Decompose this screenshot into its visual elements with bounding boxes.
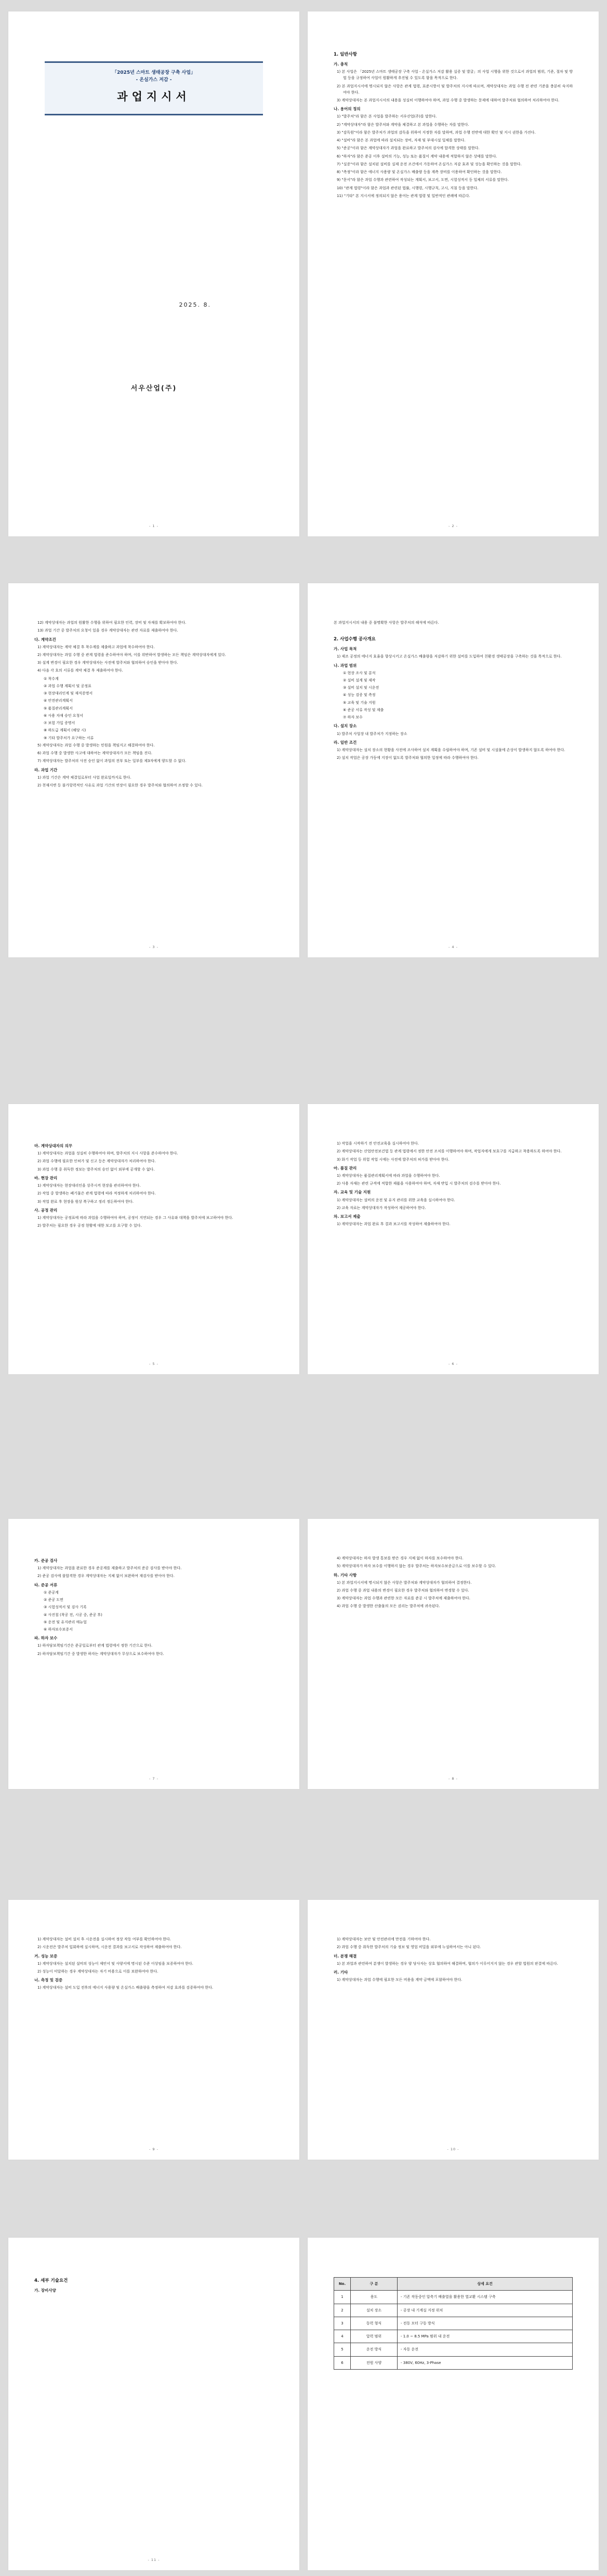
doc-page — [8, 583, 299, 957]
page-row-4 — [8, 1519, 599, 1789]
list-item: 3) 화기 작업 등 위험 작업 시에는 사전에 발주처의 허가를 받아야 한다. — [337, 1157, 450, 1162]
sub-list-item: ① 준공계 — [44, 1590, 59, 1595]
list-item: 3) 작업 완료 후 현장을 원상 복구하고 정리 정돈하여야 한다. — [37, 1199, 134, 1204]
subsection-title: 아. 품질 관리 — [334, 1165, 357, 1171]
list-item: 12) 계약상대자는 과업의 원활한 수행을 위하여 필요한 인력, 장비 및 자재를 확보하여야 한다. — [37, 621, 187, 625]
doc-page — [8, 1519, 299, 1789]
doc-page — [308, 583, 599, 957]
subsection-title: 더. 분쟁 해결 — [334, 1953, 357, 1959]
list-item: 2) 설치 작업은 공장 가동에 지장이 없도록 발주처와 협의한 일정에 따라 수행하여야 한다. — [337, 756, 479, 760]
table-row — [334, 2343, 573, 2356]
subsection-title: 다. 계약조건 — [34, 637, 56, 642]
page-number: - 10 - — [447, 2147, 459, 2151]
list-item: 1) 계약상대자는 계약 체결 후 착수계를 제출하고 과업에 착수하여야 한다. — [37, 645, 155, 649]
subsection-title: 러. 기타 — [334, 1969, 348, 1975]
doc-page — [308, 11, 599, 536]
list-item: 5) 계약상대자가 하자 보수를 이행하지 않는 경우 발주처는 하자보수보증금으로 이를 보수할 수 있다. — [337, 1564, 496, 1569]
page-number: - 5 - — [149, 1361, 159, 1366]
sub-list-item: ⑤ 운전 및 유지관리 매뉴얼 — [44, 1620, 87, 1624]
list-item: 11) "기타" 본 지시서에 정의되지 않은 용어는 관계 법령 및 일반적인 관례에 따른다. — [337, 193, 470, 198]
list-item: 2) 사용 자재는 관련 규격에 적합한 제품을 사용하여야 하며, 자재 반입 시 발주처의 검수를 받아야 한다. — [337, 1181, 501, 1186]
section-title: 4. 세부 기술요건 — [34, 2278, 68, 2283]
table-row — [334, 2317, 573, 2330]
cover-title-box — [45, 61, 263, 115]
list-item: 1) 계약상대자는 보안 및 안전관리에 만전을 기하여야 한다. — [337, 1937, 431, 1941]
cover-title: 과업지시서 — [117, 90, 191, 103]
spec-cell-name: 운전 방식 — [351, 2343, 398, 2356]
list-item: 2) 과업 수행 중 과업 내용의 변경이 필요한 경우 발주처와 협의하여 변경할 수 있다. — [337, 1588, 469, 1593]
spec-cell-detail: - 380V, 60Hz, 3-Phase — [398, 2356, 573, 2369]
spec-table-header-row — [334, 2278, 573, 2291]
list-item: 13) 과업 기간 중 발주처의 요청이 있을 경우 계약상대자는 관련 자료를 제출하여야 한다. — [37, 628, 178, 633]
page-row-1 — [8, 11, 599, 536]
list-item: 2) 과업 수행 중 취득한 발주처의 기술 정보 및 영업 비밀을 외부에 누설하여서는 아니 된다. — [337, 1945, 481, 1950]
subsection-title: 라. 일반 조건 — [334, 740, 357, 745]
list-item: 3) 설계 변경이 필요한 경우 계약상대자는 사전에 발주처와 협의하여 승인을 받아야 한다. — [37, 661, 178, 665]
spec-cell-name: 동력 형식 — [351, 2317, 398, 2330]
sub-list-item: ③ 설비 설치 및 시운전 — [343, 686, 379, 690]
list-item: 2) "계약상대자"라 함은 발주처와 계약을 체결하고 본 과업을 수행하는 자를 말한다. — [337, 122, 469, 127]
subsection-title: 가. 사업 목적 — [334, 647, 357, 652]
list-item: 2) 본 과업지시서에 명시되지 않은 사항은 관계 법령, 표준시방서 및 발주처의 지시에 따르며, 계약상대자는 과업 수행 전 관련 기준을 충분히 숙지하여야 한다. — [337, 84, 573, 95]
sub-list-item: ③ 현장대리인계 및 재직증명서 — [44, 691, 93, 696]
subsection-title: 라. 과업 기간 — [34, 767, 58, 772]
list-item: 4) 다음 각 호의 서류를 계약 체결 후 제출하여야 한다. — [37, 668, 123, 673]
list-item: 1) 과업 기간은 계약 체결일로부터 사업 완료일까지로 한다. — [37, 775, 131, 780]
subsection-title: 마. 계약상대자의 의무 — [34, 1144, 73, 1148]
list-item: 1) 본 과업지시서에 명시되지 않은 사항은 발주처와 계약상대자가 협의하여 결정한다. — [337, 1580, 472, 1585]
list-item: 1) 계약상대자는 품질관리계획서에 따라 과업을 수행하여야 한다. — [337, 1173, 440, 1178]
page-number: - 6 - — [448, 1361, 458, 1366]
spec-cell-no: 2 — [334, 2304, 351, 2317]
list-item: 1) 발주처 사업장 내 발주처가 지정하는 장소 — [337, 731, 407, 736]
list-item: 1) 계약상대자는 설비 도입 전후의 에너지 사용량 및 온실가스 배출량을 측정하여 저감 효과를 검증하여야 한다. — [37, 1986, 214, 1990]
page-row-3 — [8, 1104, 599, 1374]
subsection-title: 다. 설치 장소 — [334, 724, 357, 729]
list-item: 2) 작업 중 발생하는 폐기물은 관계 법령에 따라 적정하게 처리하여야 한다. — [37, 1191, 156, 1196]
subsection-title: 나. 용어의 정의 — [334, 107, 361, 112]
sub-list-item: ① 착수계 — [44, 676, 59, 681]
spec-cell-name: 용도 — [351, 2291, 398, 2304]
subsection-title: 파. 하자 보수 — [34, 1636, 58, 1641]
page-number: - 7 - — [149, 1776, 159, 1781]
list-item: 1) 본 사업은 「2025년 스마트 생태공장 구축 사업 - 온실가스 저감 활용 실증 및 발굴」의 사업 시행을 위한 것으로서 과업의 범위, 기준, 절차 및 방법 등을 규정하여 사업이 원활하게 추진될 수 있도록 함을 목적으로 한다. — [337, 70, 573, 81]
sub-list-item: ④ 사진첩 (착공 전, 시공 중, 준공 후) — [44, 1612, 102, 1617]
spec-cell-detail: - 1.0 ~ 8.5 MPa 범위 내 운전 — [398, 2330, 573, 2343]
list-item: 1) 계약상대자는 설비 설치 후 시운전을 실시하여 정상 작동 여부를 확인하여야 한다. — [37, 1937, 171, 1941]
spec-header-name: 구 분 — [351, 2278, 398, 2291]
list-item: 1) 계약상대자는 과업을 완료한 경우 준공계를 제출하고 발주처의 준공 검사를 받아야 한다. — [37, 1566, 182, 1571]
list-item: 5) "준공"이라 함은 계약상대자가 과업을 완료하고 발주처의 검사에 합격한 상태를 말한다. — [337, 146, 480, 151]
cover-subtitle-1: 「2025년 스마트 생태공장 구축 사업」 — [112, 70, 195, 75]
doc-page — [308, 1900, 599, 2160]
page-row-2 — [8, 583, 599, 957]
cover-page — [8, 11, 299, 536]
subsection-title: 가. 총칙 — [334, 61, 348, 67]
spec-cell-detail: - 기존 작동중인 압축기 배출열을 활용한 열교환 시스템 구축 — [398, 2291, 573, 2304]
subsection-title: 하. 기타 사항 — [334, 1572, 357, 1578]
list-item: 1) 제조 공정의 에너지 효율을 향상시키고 온실가스 배출량을 저감하기 위한 설비를 도입하여 친환경 생태공장을 구축하는 것을 목적으로 한다. — [337, 654, 562, 659]
spec-cell-no: 3 — [334, 2317, 351, 2330]
list-item: 1) 계약상대자는 설비의 운전 및 유지 관리를 위한 교육을 실시하여야 한다. — [337, 1198, 455, 1202]
list-item: 5) 계약상대자는 과업 수행 중 발생하는 민원을 책임지고 해결하여야 한다. — [37, 743, 155, 747]
spacer — [334, 627, 573, 633]
sub-list-item: ④ 안전관리계획서 — [44, 699, 73, 703]
page-number: - 8 - — [448, 1776, 458, 1781]
list-item: 2) 발주처는 필요한 경우 공정 현황에 대한 보고를 요구할 수 있다. — [37, 1224, 142, 1228]
list-item: 9) "문서"라 함은 과업 수행과 관련하여 작성되는 계획서, 보고서, 도면, 시험성적서 등 일체의 서류를 말한다. — [337, 178, 509, 182]
subsection-title: 너. 측정 및 검증 — [34, 1978, 63, 1983]
doc-page — [308, 1104, 599, 1374]
spec-page — [308, 2238, 599, 2570]
list-item: 2) 시운전은 발주처 입회하에 실시하며, 시운전 결과를 보고서로 작성하여 제출하여야 한다. — [37, 1945, 182, 1950]
list-item: 4) 계약상대자는 하자 발생 통보를 받은 경우 지체 없이 하자를 보수하여야 한다. — [337, 1556, 464, 1560]
list-item: 2) 준공 검사에 불합격한 경우 계약상대자는 지체 없이 보완하여 재검사를 받아야 한다. — [37, 1574, 175, 1579]
list-item: 2) 하자담보책임기간 중 발생한 하자는 계약상대자가 무상으로 보수하여야 한다. — [37, 1651, 164, 1656]
sub-list-item: ② 설비 설계 및 제작 — [343, 678, 376, 682]
list-item: 1) 계약상대자는 설치된 설비의 성능이 제안서 및 사양서에 명시된 수준 이상임을 보증하여야 한다. — [37, 1961, 193, 1966]
paragraph: 본 과업지시서의 내용 중 불명확한 사항은 발주처의 해석에 따른다. — [334, 621, 439, 625]
spec-header-detail: 상세 요건 — [398, 2278, 573, 2291]
list-item: 3) 계약상대자는 본 과업지시서의 내용을 성실히 이행하여야 하며, 과업 수행 중 발생하는 문제에 대하여 발주처와 협의하여 처리하여야 한다. — [337, 98, 560, 102]
doc-page — [8, 1104, 299, 1374]
cover-subtitle-2: - 온실가스 저감 - — [136, 77, 172, 83]
list-item: 2) 천재지변 등 불가항력적인 사유로 과업 기간의 연장이 필요한 경우 발주처와 협의하여 조정할 수 있다. — [37, 783, 203, 787]
list-item: 8) "측정"이라 함은 에너지 사용량 및 온실가스 배출량 등을 계측 장비를 이용하여 확인하는 것을 말한다. — [337, 170, 502, 175]
list-item: 1) 작업을 시작하기 전 안전교육을 실시하여야 한다. — [337, 1141, 419, 1146]
spec-cell-name: 전원 사양 — [351, 2356, 398, 2369]
spec-cell-name: 압력 범위 — [351, 2330, 398, 2343]
list-item: 4) 과업 수행 중 발생한 산출물의 모든 권리는 발주처에 귀속된다. — [337, 1604, 440, 1609]
sub-list-item: ⑦ 하자 보수 — [343, 715, 363, 720]
sub-list-item: ⑤ 품질관리계획서 — [44, 706, 73, 711]
list-item: 1) 계약상대자는 과업 완료 후 결과 보고서를 작성하여 제출하여야 한다. — [337, 1222, 451, 1227]
subsection-title: 거. 성능 보증 — [34, 1953, 58, 1959]
sub-list-item: ⑧ 하도급 계획서 (해당 시) — [44, 728, 86, 733]
spec-cell-detail: - 자동 운전 — [398, 2343, 573, 2356]
page-number: - 2 - — [448, 523, 458, 528]
section-title: 1. 일반사항 — [334, 52, 357, 57]
cover-date: 2025. 8. — [179, 301, 211, 308]
page-number: - 11 - — [148, 2557, 160, 2562]
spec-cell-no: 4 — [334, 2330, 351, 2343]
list-item: 6) 과업 수행 중 발생한 사고에 대하여는 계약상대자가 모든 책임을 진다. — [37, 751, 152, 756]
list-item: 1) 계약상대자는 공정표에 따라 과업을 수행하여야 하며, 공정이 지연되는 경우 그 사유와 대책을 발주처에 보고하여야 한다. — [37, 1215, 233, 1220]
table-row — [334, 2304, 573, 2317]
list-item: 6) "하자"라 함은 준공 이후 설비의 기능, 성능 또는 품질이 계약 내용에 적합하지 않은 상태를 말한다. — [337, 154, 497, 159]
sub-list-item: ④ 성능 검증 및 측정 — [343, 693, 376, 698]
list-item: 2) 계약상대자는 과업 수행 중 관계 법령을 준수하여야 하며, 이를 위반하여 발생하는 모든 책임은 계약상대자에게 있다. — [37, 652, 226, 657]
sub-list-item: ⑨ 기타 발주처가 요구하는 서류 — [44, 735, 94, 740]
spec-cell-no: 5 — [334, 2343, 351, 2356]
sub-list-item: ① 현장 조사 및 분석 — [343, 671, 376, 675]
list-item: 2) 과업 수행에 필요한 인허가 및 신고 등은 계약상대자가 처리하여야 한다. — [37, 1159, 156, 1164]
sub-list-item: ② 준공 도면 — [44, 1598, 63, 1602]
list-item: 10) "관계 법령"이라 함은 과업과 관련된 법률, 시행령, 시행규칙, 고시, 지침 등을 말한다. — [337, 186, 479, 190]
subsection-title: 차. 보고서 제출 — [334, 1214, 361, 1219]
list-item: 3) 계약상대자는 과업 수행과 관련한 모든 자료를 준공 시 발주처에 제출하여야 한다. — [337, 1596, 471, 1601]
page-row-5 — [8, 1900, 599, 2160]
list-item: 2) 성능이 미달하는 경우 계약상대자는 자기 비용으로 이를 보완하여야 한다. — [37, 1969, 159, 1974]
subsection-title: 바. 현장 관리 — [34, 1175, 58, 1180]
list-item: 1) "발주처"라 함은 본 사업을 발주하는 서우산업(주)를 말한다. — [337, 114, 437, 119]
page-number: - 1 - — [149, 523, 159, 528]
section-title: 2. 사업수행 공사개요 — [334, 637, 376, 642]
spec-cell-detail: - 전동 모터 구동 방식 — [398, 2317, 573, 2330]
subsection-title: 사. 공정 관리 — [34, 1207, 58, 1213]
list-item: 2) 계약상대자는 산업안전보건법 등 관계 법령에서 정한 안전 조치를 이행하여야 하며, 작업자에게 보호구를 지급하고 착용하도록 하여야 한다. — [337, 1149, 562, 1154]
doc-page — [8, 2238, 299, 2570]
subsection-title: 나. 과업 범위 — [334, 663, 357, 668]
list-item: 2) 교육 자료는 계약상대자가 작성하여 제공하여야 한다. — [337, 1205, 426, 1210]
doc-page — [308, 1519, 599, 1789]
spec-cell-detail: - 공장 내 기계실 지정 위치 — [398, 2304, 573, 2317]
spec-cell-no: 1 — [334, 2291, 351, 2304]
subsection-title: 타. 준공 서류 — [34, 1582, 58, 1587]
subsection-title: 자. 교육 및 기술 지원 — [334, 1190, 371, 1195]
page-number: - 9 - — [149, 2147, 159, 2151]
table-row — [334, 2356, 573, 2369]
list-item: 1) 계약상대자는 현장대리인을 상주시켜 현장을 관리하여야 한다. — [37, 1184, 141, 1188]
page-number: - 4 - — [448, 944, 458, 949]
table-row — [334, 2330, 573, 2343]
page-number: - 3 - — [149, 944, 159, 949]
list-item: 1) 계약상대자는 과업 수행에 필요한 모든 비용을 계약 금액에 포함하여야 한다. — [337, 1978, 463, 1982]
list-item: 1) 본 과업과 관련하여 분쟁이 발생하는 경우 양 당사자는 상호 협의하여 해결하며, 협의가 이루어지지 않는 경우 관할 법원의 판결에 따른다. — [337, 1961, 558, 1966]
subsection-title: 가. 장비사양 — [34, 2288, 56, 2293]
sub-list-item: ⑦ 보험 가입 증명서 — [44, 721, 75, 726]
list-item: 1) 계약상대자는 설치 장소의 현황을 사전에 조사하여 설치 계획을 수립하여야 하며, 기존 설비 및 시설물에 손상이 발생하지 않도록 하여야 한다. — [337, 747, 565, 752]
page-row-6 — [8, 2238, 599, 2570]
sub-list-item: ⑤ 교육 및 기술 지원 — [343, 700, 376, 705]
spec-cell-name: 설치 장소 — [351, 2304, 398, 2317]
list-item: 1) 계약상대자는 과업을 성실히 수행하여야 하며, 발주처의 지시 사항을 준수하여야 한다. — [37, 1151, 178, 1156]
sub-list-item: ② 과업 수행 계획서 및 공정표 — [44, 684, 91, 688]
cover-organization: 서우산업(주) — [130, 385, 177, 392]
list-item: 7) "실증"이라 함은 설치된 설비를 실제 운전 조건에서 가동하여 온실가스 저감 효과 및 성능을 확인하는 것을 말한다. — [337, 162, 522, 166]
sub-list-item: ⑥ 준공 서류 작성 및 제출 — [343, 707, 384, 712]
list-item: 3) "감독원"이라 함은 발주처가 과업의 감독을 위하여 지정한 자를 말하며, 과업 수행 전반에 대한 확인 및 지시 권한을 가진다. — [337, 130, 536, 135]
list-item: 7) 계약상대자는 발주처의 사전 승인 없이 과업의 전부 또는 일부를 제3자에게 양도할 수 없다. — [37, 759, 187, 764]
table-row — [334, 2291, 573, 2304]
list-item: 1) 하자담보책임기간은 준공일로부터 관계 법령에서 정한 기간으로 한다. — [37, 1644, 153, 1648]
list-item: 4) "설비"라 함은 본 과업에 따라 설치되는 장비, 자재 및 부대시설 일체를 말한다. — [337, 138, 466, 143]
sub-list-item: ③ 시험성적서 및 검사 기록 — [44, 1605, 87, 1610]
spec-header-no: No. — [334, 2278, 351, 2291]
subsection-title: 카. 준공 검사 — [34, 1558, 58, 1563]
sub-list-item: ⑥ 하자보수보증서 — [44, 1627, 73, 1632]
list-item: 3) 과업 수행 중 취득한 정보는 발주처의 승인 없이 외부에 공개할 수 없다. — [37, 1167, 155, 1172]
doc-page — [8, 1900, 299, 2160]
spec-table — [334, 2277, 573, 2370]
sub-list-item: ⑥ 사용 자재 승인 요청서 — [44, 713, 84, 718]
spec-cell-no: 6 — [334, 2356, 351, 2369]
